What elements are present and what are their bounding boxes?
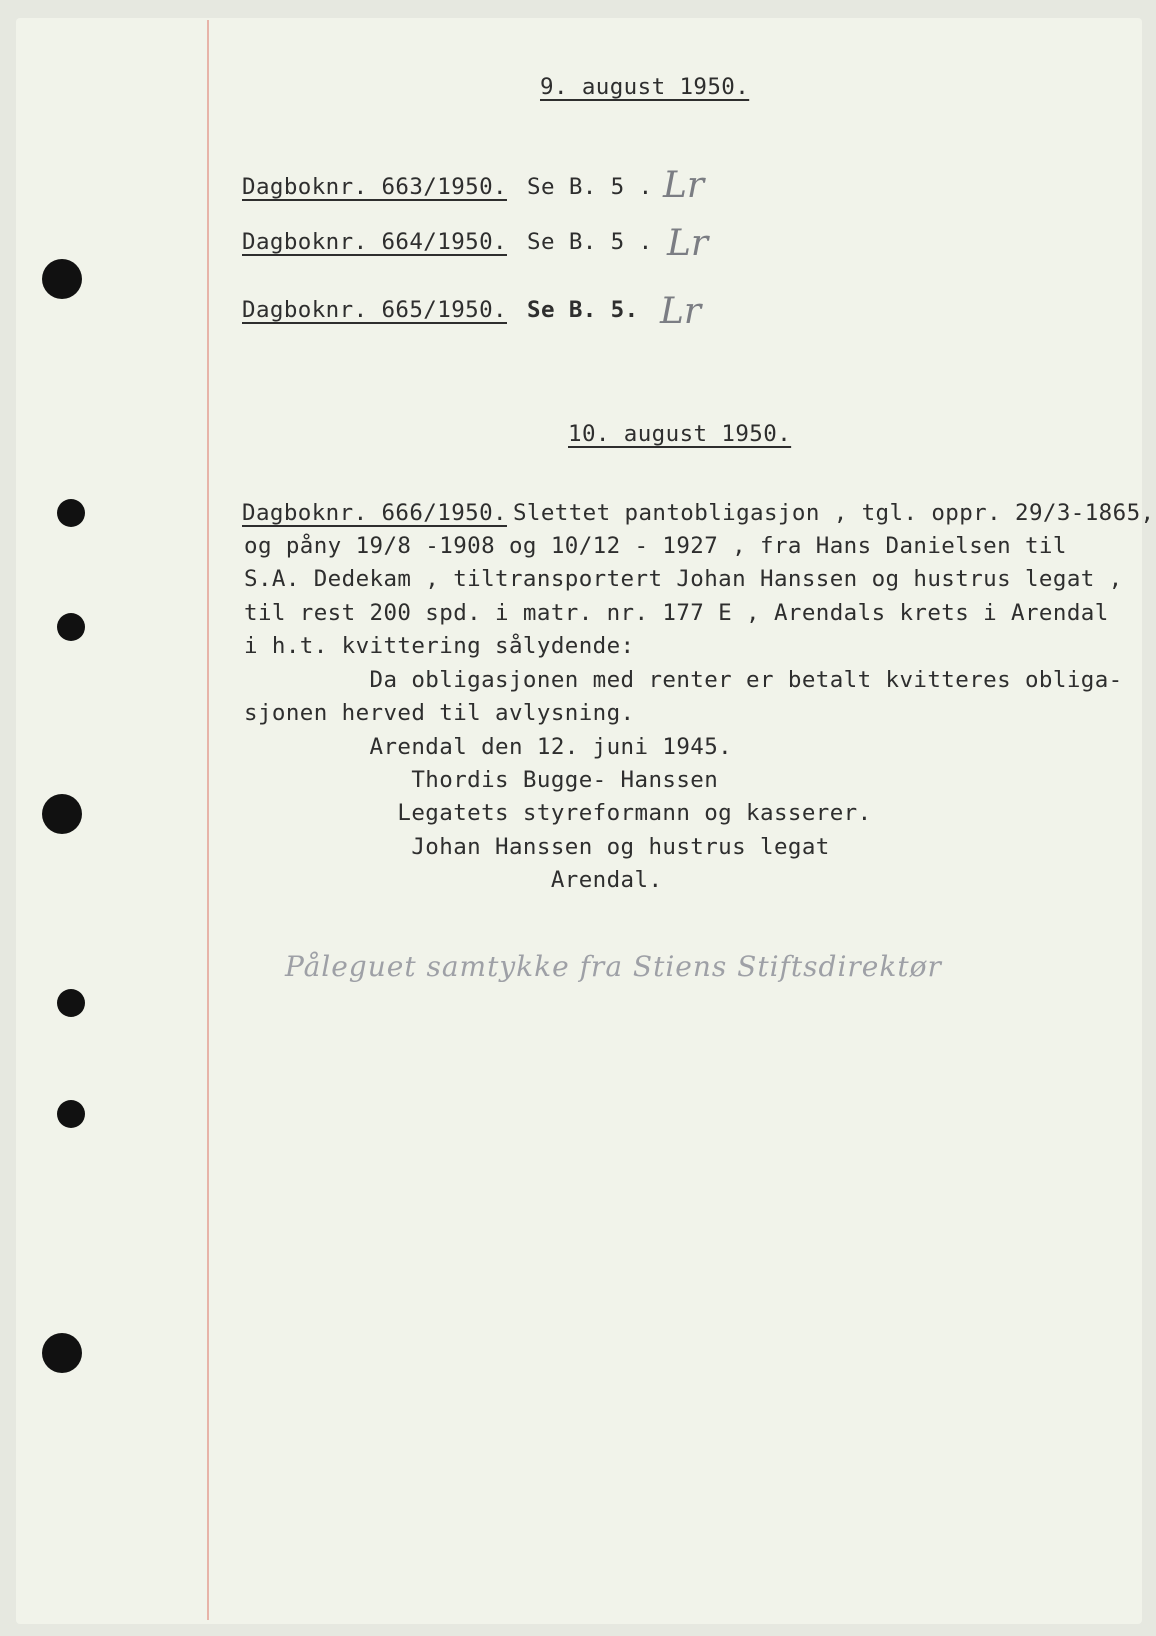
punch-hole [57,613,85,641]
signature-line: Johan Hanssen og hustrus legat [244,834,830,860]
signature-line: Arendal. [244,867,663,893]
entry-text-line: til rest 200 spd. i matr. nr. 177 E , Arendals krets i Arendal [244,600,1109,626]
punch-hole [42,794,82,834]
entry-initials-665: Lr [660,291,702,332]
entry-ref-664: Dagboknr. 664/1950. [242,229,507,255]
punch-hole [57,1100,85,1128]
entry-initials-664: Lr [667,223,709,264]
entry-text-line: S.A. Dedekam , tiltransportert Johan Hanssen og hustrus legat , [244,566,1123,592]
punch-hole [57,499,85,527]
entry-ref-663: Dagboknr. 663/1950. [242,174,507,200]
entry-text-line: Arendal den 12. juni 1945. [244,734,733,760]
punch-hole [57,989,85,1017]
date-heading-2: 10. august 1950. [568,421,792,447]
handwritten-note: Påleguet samtykke fra Stiens Stiftsdirektør [285,950,942,983]
entry-ref-666: Dagboknr. 666/1950. [242,500,507,526]
entry-ref-665: Dagboknr. 665/1950. [242,297,507,323]
entry-text-line: i h.t. kvittering sålydende: [244,633,635,659]
signature-line: Legatets styreformann og kasserer. [244,800,872,826]
entry-text-666-first: Slettet pantobligasjon , tgl. oppr. 29/3-1865, [499,500,1155,526]
entry-text-line: Da obligasjonen med renter er betalt kvitteres obliga- [244,667,1123,693]
entry-note-664: Se B. 5 . [527,229,653,255]
entry-note-663: Se B. 5 . [527,174,653,200]
entry-note-665: Se B. 5. [527,297,639,323]
signature-line: Thordis Bugge- Hanssen [244,767,719,793]
entry-initials-663: Lr [663,165,705,206]
entry-text-line: sjonen herved til avlysning. [244,700,635,726]
punch-hole [42,259,82,299]
margin-rule [207,20,209,1620]
entry-text-line: og påny 19/8 -1908 og 10/12 - 1927 , fra Hans Danielsen til [244,533,1067,559]
punch-hole [42,1333,82,1373]
date-heading-1: 9. august 1950. [540,74,750,100]
